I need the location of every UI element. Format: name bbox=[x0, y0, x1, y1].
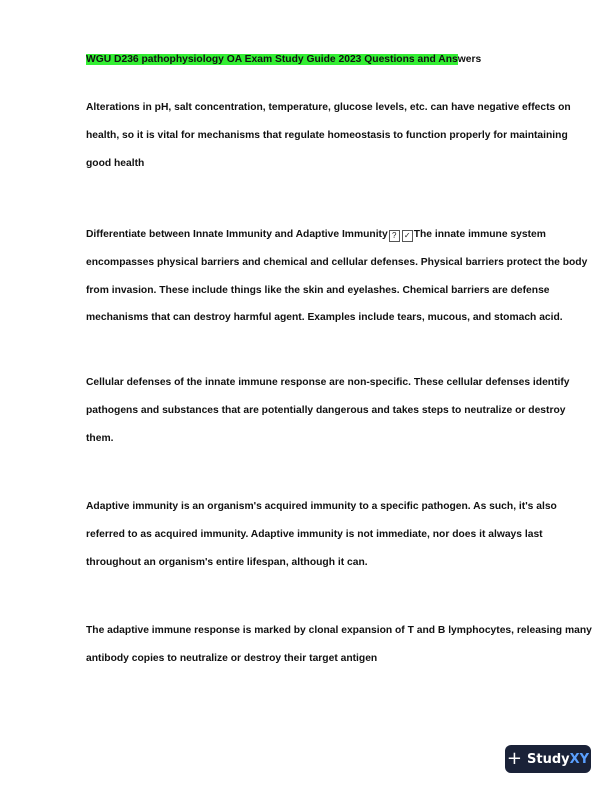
paragraph-adaptive-response bbox=[86, 617, 592, 673]
paragraph-adaptive-immunity bbox=[86, 493, 556, 576]
question-mark-glyph-icon: ? bbox=[389, 230, 400, 242]
paragraph-cellular-defenses bbox=[86, 369, 570, 452]
answer-text: The innate immune system bbox=[413, 229, 546, 240]
paragraph-line: Cellular defenses of the innate immune response are non-specific. These cellular defenses identify bbox=[86, 377, 570, 388]
badge-xy-text: XY bbox=[569, 751, 590, 767]
title-rest: wers bbox=[457, 54, 482, 65]
question-text: Differentiate between Innate Immunity and Adaptive Immunity bbox=[86, 229, 388, 240]
paragraph-line: Alterations in pH, salt concentration, temperature, glucose levels, etc. can have negative effects on bbox=[86, 102, 571, 113]
badge-label bbox=[527, 752, 589, 767]
paragraph-innate-immunity bbox=[86, 221, 588, 332]
checkmark-glyph-icon: ✓ bbox=[402, 230, 413, 242]
paragraph-line bbox=[86, 221, 556, 249]
paragraph-line: referred to as acquired immunity. Adaptive immunity is not immediate, nor does it always last bbox=[86, 528, 543, 540]
paragraph-line: pathogens and substances that are potentially dangerous and takes steps to neutralize or destroy bbox=[86, 404, 566, 416]
paragraph-homeostasis bbox=[86, 94, 571, 177]
title-highlighted: WGU D236 pathophysiology OA Exam Study Guide 2023 Questions and Ans bbox=[86, 54, 458, 65]
paragraph-line: The adaptive immune response is marked by clonal expansion of T and B lymphocytes, releasing many bbox=[86, 625, 592, 636]
paragraph-line: antibody copies to neutralize or destroy their target antigen bbox=[86, 652, 378, 664]
paragraph-line: Adaptive immunity is an organism's acquired immunity to a specific pathogen. As such, it's also bbox=[86, 501, 557, 512]
paragraph-line: encompasses physical barriers and chemical and cellular defenses. Physical barriers protect the body bbox=[86, 256, 588, 268]
document-title bbox=[86, 53, 481, 66]
paragraph-line: good health bbox=[86, 157, 145, 169]
studyxy-badge[interactable] bbox=[505, 745, 591, 773]
paragraph-line: throughout an organism's entire lifespan, although it can. bbox=[86, 556, 368, 568]
plus-icon: + bbox=[506, 748, 523, 769]
paragraph-line: mechanisms that can destroy harmful agent. Examples include tears, mucous, and stomach acid. bbox=[86, 312, 563, 324]
paragraph-line: health, so it is vital for mechanisms that regulate homeostasis to function properly for maintaining bbox=[86, 129, 568, 141]
badge-study-text: Study bbox=[527, 751, 570, 767]
paragraph-line: them. bbox=[86, 432, 114, 444]
paragraph-line: from invasion. These include things like the skin and eyelashes. Chemical barriers are defense bbox=[86, 284, 550, 296]
